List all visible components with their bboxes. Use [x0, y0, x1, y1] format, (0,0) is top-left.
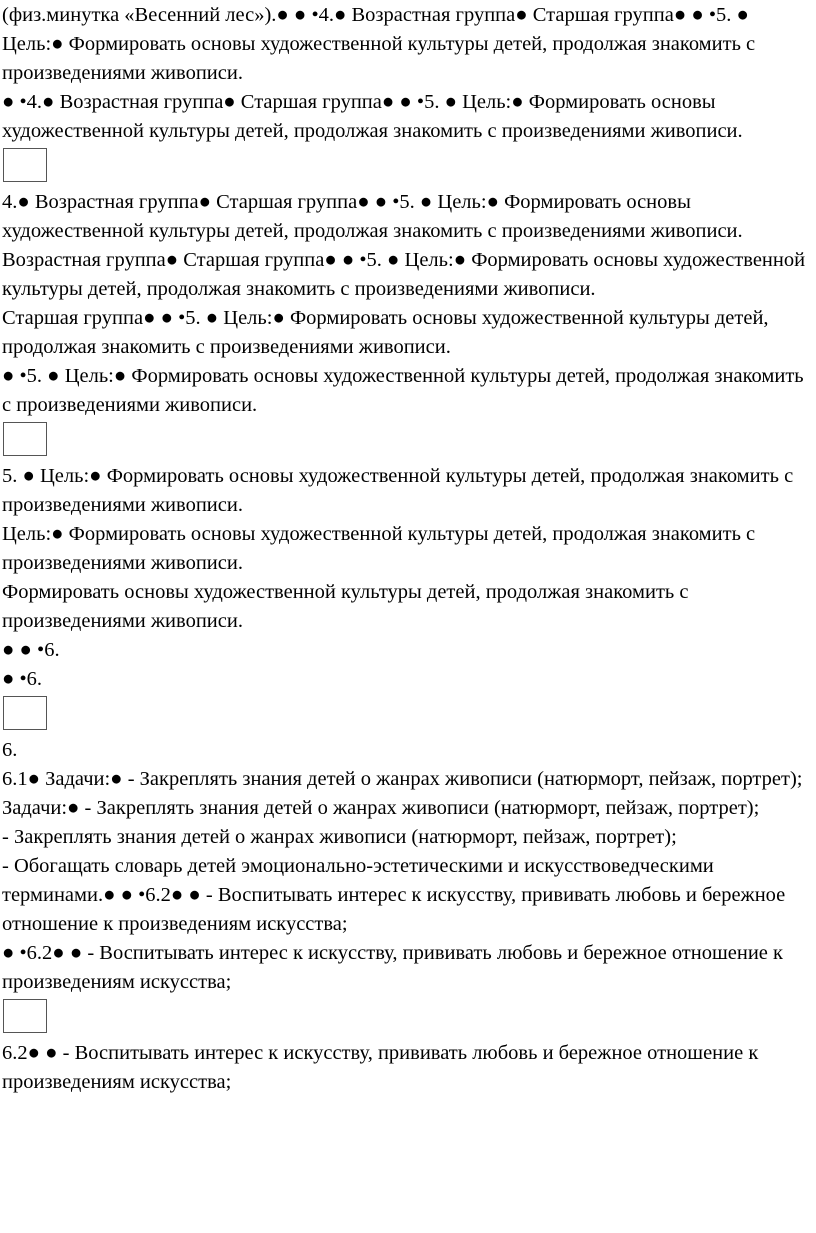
paragraph: ● •6.2● ● - Воспитывать интерес к искусству, прививать любовь и бережное отношение к произведениям искусства;	[2, 942, 783, 993]
paragraph: Задачи:● - Закреплять знания детей о жанрах живописи (натюрморт, пейзаж, портрет);	[2, 797, 760, 819]
paragraph: Формировать основы художественной культуры детей, продолжая знакомить с произведениями живописи.	[2, 581, 689, 632]
paragraph: 6.2● ● - Воспитывать интерес к искусству, прививать любовь и бережное отношение к произведениям искусства;	[2, 1042, 759, 1093]
paragraph: ● •5. ● Цель:● Формировать основы художественной культуры детей, продолжая знакомить с произведениями живописи.	[2, 365, 804, 416]
paragraph: ● •4.● Возрастная группа● Старшая группа● ● •5. ● Цель:● Формировать основы художественной культуры детей, продолжая знакомить с произведениями живописи.	[2, 91, 743, 142]
paragraph: (физ.минутка «Весенний лес»).● ● •4.● Возрастная группа● Старшая группа● ● •5. ● Цель:● Формировать основы художественной культуры детей, продолжая знакомить с произведениями живописи.	[2, 4, 756, 84]
image-placeholder	[3, 696, 47, 730]
image-placeholder	[3, 422, 47, 456]
paragraph: 4.● Возрастная группа● Старшая группа● ● •5. ● Цель:● Формировать основы художественной культуры детей, продолжая знакомить с произведениями живописи.	[2, 191, 743, 242]
paragraph: Цель:● Формировать основы художественной культуры детей, продолжая знакомить с произведениями живописи.	[2, 523, 756, 574]
paragraph: ● •6.	[2, 668, 43, 690]
paragraph: ● ● •6.	[2, 639, 60, 661]
paragraph: 6.	[2, 739, 18, 761]
paragraph: 6.1● Задачи:● - Закреплять знания детей о жанрах живописи (натюрморт, пейзаж, портрет);	[2, 768, 803, 790]
image-placeholder	[3, 999, 47, 1033]
image-placeholder	[3, 148, 47, 182]
paragraph: 5. ● Цель:● Формировать основы художественной культуры детей, продолжая знакомить с произведениями живописи.	[2, 465, 794, 516]
paragraph: Старшая группа● ● •5. ● Цель:● Формировать основы художественной культуры детей, продолжая знакомить с произведениями живописи.	[2, 307, 769, 358]
paragraph: Возрастная группа● Старшая группа● ● •5. ● Цель:● Формировать основы художественной культуры детей, продолжая знакомить с произведениями живописи.	[2, 249, 806, 300]
paragraph: - Закреплять знания детей о жанрах живописи (натюрморт, пейзаж, портрет);	[2, 826, 677, 848]
paragraph: - Обогащать словарь детей эмоционально-эстетическими и искусствоведческими терминами.● ● •6.2● ● - Воспитывать интерес к искусству, прививать любовь и бережное отношение к произведениям искусства;	[2, 855, 786, 935]
